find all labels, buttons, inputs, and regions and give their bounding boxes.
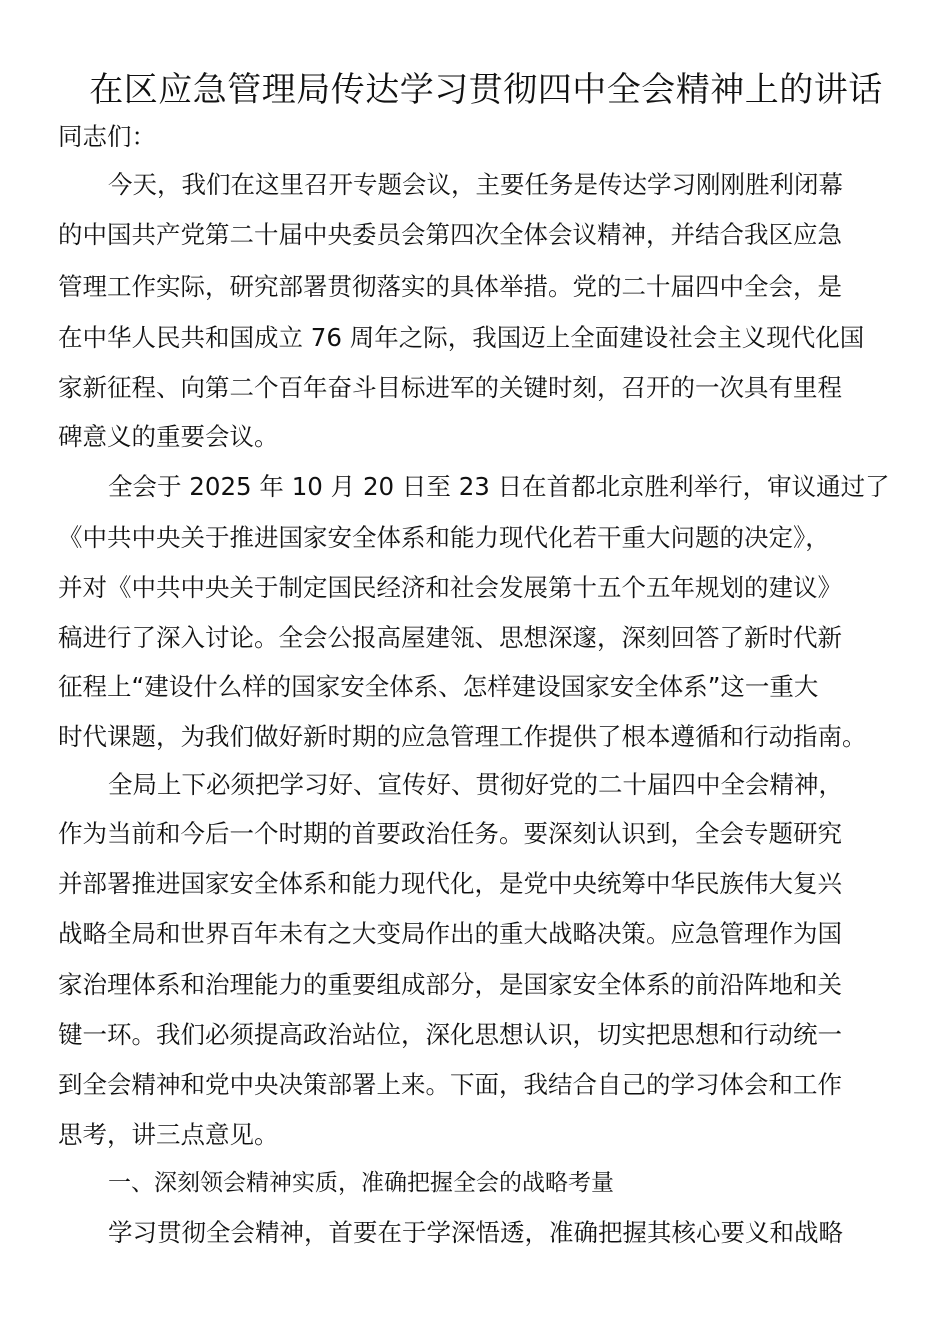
paragraph-line: 键一环。我们必须提高政治站位，深化思想认识，切实把思想和行动统一: [58, 1020, 842, 1049]
paragraph-line: 在中华人民共和国成立 76 周年之际，我国迈上全面建设社会主义现代化国: [58, 323, 865, 352]
paragraph-line: 今天，我们在这里召开专题会议，主要任务是传达学习刚刚胜利闭幕: [108, 170, 843, 199]
paragraph-line: 碑意义的重要会议。: [58, 422, 279, 451]
paragraph-line: 并对《中共中央关于制定国民经济和社会发展第十五个五年规划的建议》: [58, 573, 842, 602]
paragraph-line: 思考，讲三点意见。: [58, 1120, 279, 1149]
paragraph-line: 稿进行了深入讨论。全会公报高屋建瓴、思想深邃，深刻回答了新时代新: [58, 623, 842, 652]
paragraph-line: 并部署推进国家安全体系和能力现代化，是党中央统筹中华民族伟大复兴: [58, 869, 842, 898]
paragraph-line: 征程上“建设什么样的国家安全体系、怎样建设国家安全体系”这一重大: [58, 672, 819, 701]
paragraph-line: 学习贯彻全会精神，首要在于学深悟透，准确把握其核心要义和战略: [108, 1218, 843, 1247]
paragraph-line: 家新征程、向第二个百年奋斗目标进军的关键时刻，召开的一次具有里程: [58, 373, 842, 402]
section-heading: 一、深刻领会精神实质，准确把握全会的战略考量: [108, 1170, 614, 1196]
paragraph-line: 家治理体系和治理能力的重要组成部分，是国家安全体系的前沿阵地和关: [58, 970, 842, 999]
paragraph-line: 全会于 2025 年 10 月 20 日至 23 日在首都北京胜利举行，审议通过了: [108, 472, 890, 501]
paragraph-line: 的中国共产党第二十届中央委员会第四次全体会议精神，并结合我区应急: [58, 220, 842, 249]
paragraph-line: 作为当前和今后一个时期的首要政治任务。要深刻认识到，全会专题研究: [58, 819, 842, 848]
document-title: 在区应急管理局传达学习贯彻四中全会精神上的讲话: [89, 70, 883, 110]
paragraph-line: 战略全局和世界百年未有之大变局作出的重大战略决策。应急管理作为国: [58, 919, 842, 948]
paragraph-line: 管理工作实际，研究部署贯彻落实的具体举措。党的二十届四中全会，是: [58, 272, 842, 301]
paragraph-line: 时代课题，为我们做好新时期的应急管理工作提供了根本遵循和行动指南。: [58, 722, 867, 751]
paragraph-line: 《中共中央关于推进国家安全体系和能力现代化若干重大问题的决定》，: [58, 523, 830, 552]
salutation: 同志们：: [58, 122, 156, 151]
paragraph-line: 到全会精神和党中央决策部署上来。下面，我结合自己的学习体会和工作: [58, 1070, 842, 1099]
paragraph-line: 全局上下必须把学习好、宣传好、贯彻好党的二十届四中全会精神，: [108, 770, 843, 799]
